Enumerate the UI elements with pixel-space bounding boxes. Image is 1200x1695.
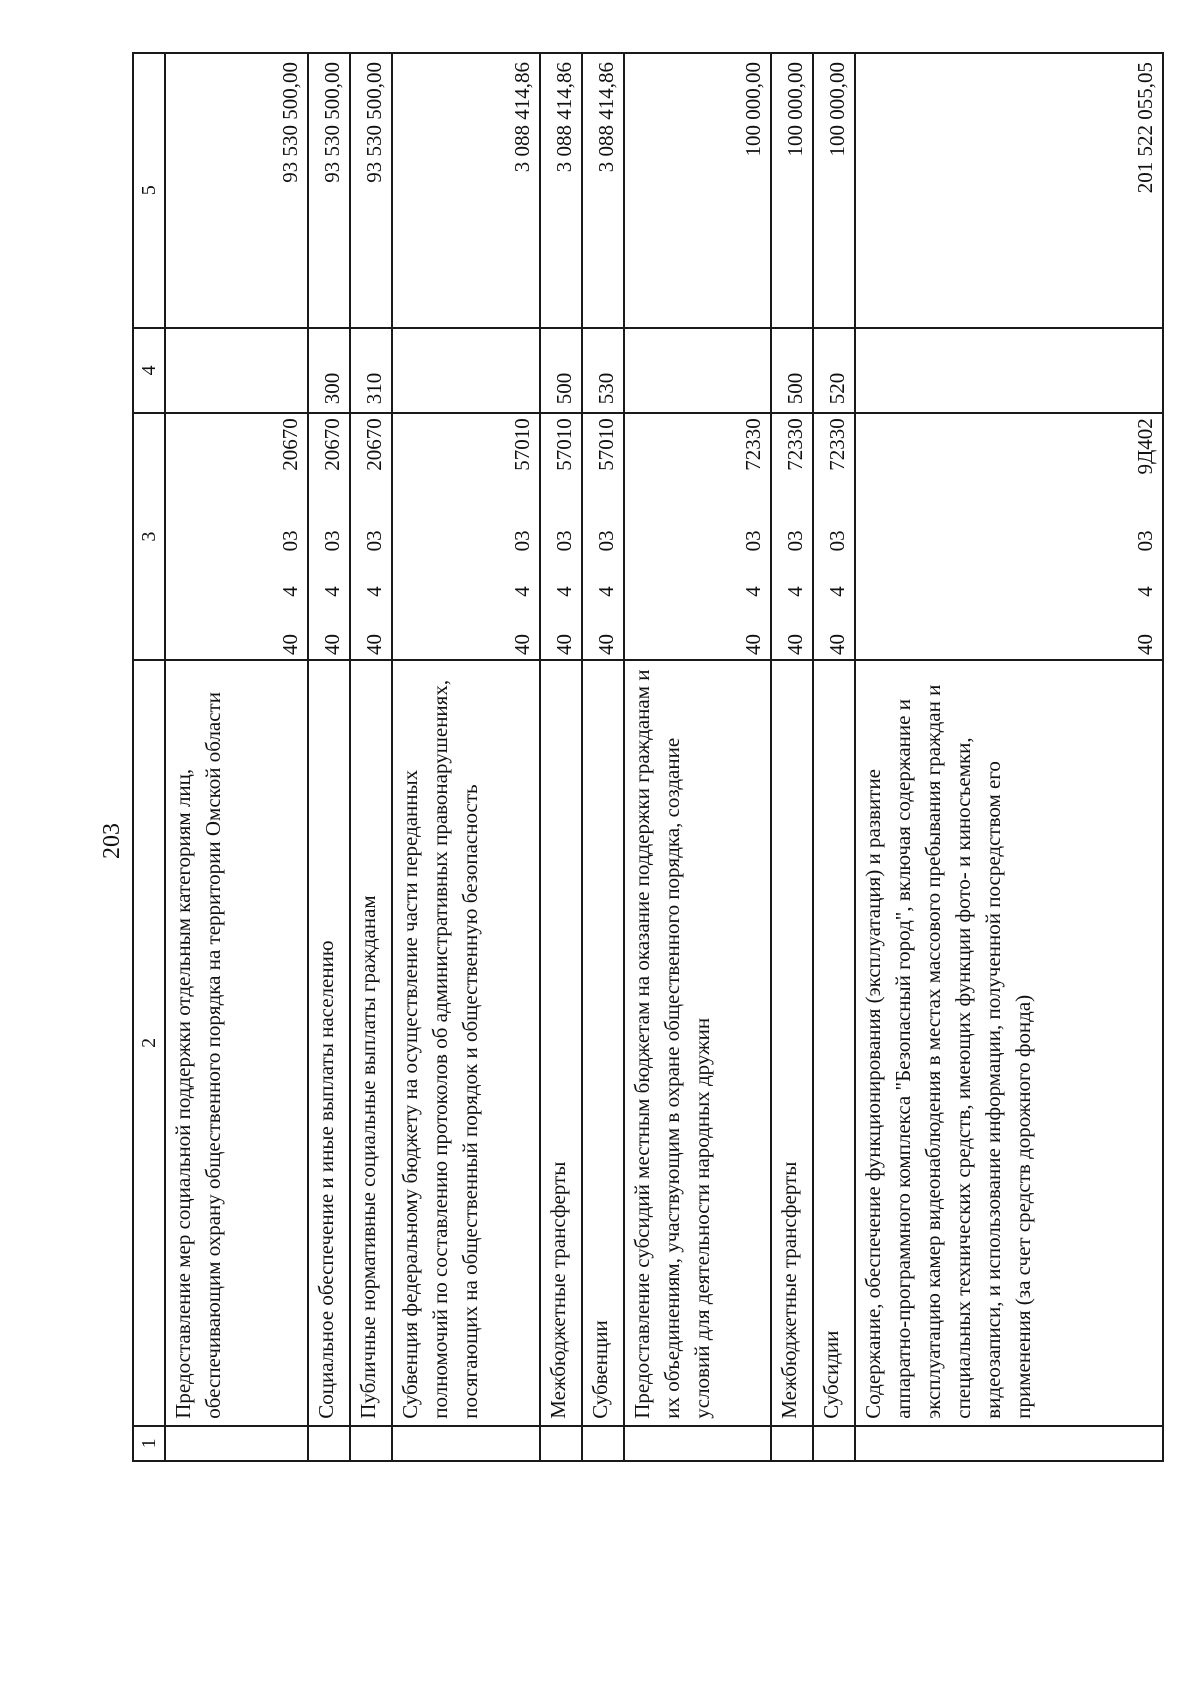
code-event: 03 (594, 530, 619, 552)
row-number-cell (624, 1426, 771, 1461)
row-number-cell (582, 1426, 624, 1461)
code-subprogram: 4 (1133, 586, 1157, 597)
code-cell (165, 413, 308, 660)
expense-type-cell: 520 (813, 328, 855, 414)
code-subprogram: 4 (320, 586, 345, 597)
row-number-cell (392, 1426, 540, 1461)
row-number-cell (165, 1426, 308, 1461)
expense-type-cell (855, 328, 1163, 414)
code-program: 40 (278, 634, 303, 656)
amount-cell: 201 522 055,05 (855, 53, 1163, 328)
code-program: 40 (741, 634, 766, 656)
table-row (308, 53, 350, 1461)
expense-type-cell: 310 (350, 328, 392, 414)
row-number-cell (855, 1426, 1163, 1461)
table-row (855, 53, 1163, 1461)
code-cell (308, 413, 350, 660)
description-cell: Межбюджетные трансферты (771, 660, 813, 1426)
column-header-4: 4 (133, 328, 165, 414)
description-cell: Субвенции (582, 660, 624, 1426)
expense-type-cell: 500 (540, 328, 582, 414)
code-direction: 72330 (783, 418, 808, 471)
table-row (771, 53, 813, 1461)
code-event: 03 (510, 530, 535, 552)
expense-type-cell (624, 328, 771, 414)
code-subprogram: 4 (278, 586, 303, 597)
table-body (165, 53, 1163, 1461)
table-row (582, 53, 624, 1461)
code-cell (540, 413, 582, 660)
page-number: 203 (99, 823, 125, 859)
table-row (540, 53, 582, 1461)
column-header-5: 5 (133, 53, 165, 328)
code-direction: 72330 (741, 418, 766, 471)
code-direction: 20670 (362, 418, 387, 471)
code-event: 03 (783, 530, 808, 552)
table-row (624, 53, 771, 1461)
code-direction: 20670 (278, 418, 303, 471)
code-direction: 57010 (510, 418, 535, 471)
code-cell (350, 413, 392, 660)
description-cell: Межбюджетные трансферты (540, 660, 582, 1426)
code-event: 03 (362, 530, 387, 552)
code-subprogram: 4 (594, 586, 619, 597)
amount-cell: 93 530 500,00 (350, 53, 392, 328)
budget-table (132, 52, 1164, 1462)
code-event: 03 (278, 530, 303, 552)
code-subprogram: 4 (552, 586, 577, 597)
code-event: 03 (741, 530, 766, 552)
row-number-cell (308, 1426, 350, 1461)
code-program: 40 (510, 634, 535, 656)
code-cell (582, 413, 624, 660)
amount-cell: 3 088 414,86 (540, 53, 582, 328)
rotated-page (132, 52, 1164, 1462)
row-number-cell (350, 1426, 392, 1461)
description-cell: Предоставление мер социальной поддержки отдельным категориям лиц, обеспечивающим охрану общественного порядка на территории Омской области (165, 660, 308, 1426)
code-direction: 57010 (594, 418, 619, 471)
row-number-cell (771, 1426, 813, 1461)
table-row (350, 53, 392, 1461)
column-header-2: 2 (133, 660, 165, 1426)
code-program: 40 (1133, 634, 1157, 656)
row-number-cell (813, 1426, 855, 1461)
table-header (133, 53, 165, 1461)
table-row (813, 53, 855, 1461)
code-cell (855, 413, 1163, 660)
code-direction: 57010 (552, 418, 577, 471)
amount-cell: 93 530 500,00 (308, 53, 350, 328)
code-program: 40 (552, 634, 577, 656)
expense-type-cell (165, 328, 308, 414)
code-cell (624, 413, 771, 660)
code-direction: 72330 (825, 418, 850, 471)
amount-cell: 3 088 414,86 (392, 53, 540, 328)
expense-type-cell: 530 (582, 328, 624, 414)
column-header-1: 1 (133, 1426, 165, 1461)
column-header-3: 3 (133, 413, 165, 660)
code-event: 03 (825, 530, 850, 552)
expense-type-cell: 300 (308, 328, 350, 414)
amount-cell: 100 000,00 (624, 53, 771, 328)
code-direction: 20670 (320, 418, 345, 471)
code-cell (813, 413, 855, 660)
amount-cell: 93 530 500,00 (165, 53, 308, 328)
description-cell: Предоставление субсидий местным бюджетам на оказание поддержки гражданам и их объединениям, участвующим в охране общественного порядка, создание условий для деятельности народных дружин (624, 660, 771, 1426)
expense-type-cell (392, 328, 540, 414)
code-program: 40 (594, 634, 619, 656)
amount-cell: 3 088 414,86 (582, 53, 624, 328)
description-cell: Субвенция федеральному бюджету на осуществление части переданных полномочий по составлению протоколов об административных правонарушениях, посягающих на общественный порядок и общественную безопасность (392, 660, 540, 1426)
code-subprogram: 4 (741, 586, 766, 597)
description-cell: Субсидии (813, 660, 855, 1426)
code-program: 40 (320, 634, 345, 656)
description-cell: Социальное обеспечение и иные выплаты населению (308, 660, 350, 1426)
table-row (165, 53, 308, 1461)
code-program: 40 (783, 634, 808, 656)
code-subprogram: 4 (783, 586, 808, 597)
code-program: 40 (825, 634, 850, 656)
table-row (392, 53, 540, 1461)
code-subprogram: 4 (510, 586, 535, 597)
code-event: 03 (552, 530, 577, 552)
code-subprogram: 4 (825, 586, 850, 597)
code-subprogram: 4 (362, 586, 387, 597)
code-cell (392, 413, 540, 660)
amount-cell: 100 000,00 (813, 53, 855, 328)
code-program: 40 (362, 634, 387, 656)
description-cell: Содержание, обеспечение функционирования (эксплуатация) и развитие аппаратно-программного комплекса "Безопасный город", включая содержание и эксплуатацию камер видеонаблюдения в местах массового пребывания граждан и специальных технических средств, имеющих функции фото- и киносъемки, видеозаписи, и использование информации, полученной посредством его применения (за счет средств дорожного фонда) (855, 660, 1163, 1426)
amount-cell: 100 000,00 (771, 53, 813, 328)
row-number-cell (540, 1426, 582, 1461)
code-direction: 9Д402 (1133, 418, 1157, 475)
code-cell (771, 413, 813, 660)
code-event: 03 (320, 530, 345, 552)
expense-type-cell: 500 (771, 328, 813, 414)
description-cell: Публичные нормативные социальные выплаты гражданам (350, 660, 392, 1426)
code-event: 03 (1133, 530, 1157, 552)
